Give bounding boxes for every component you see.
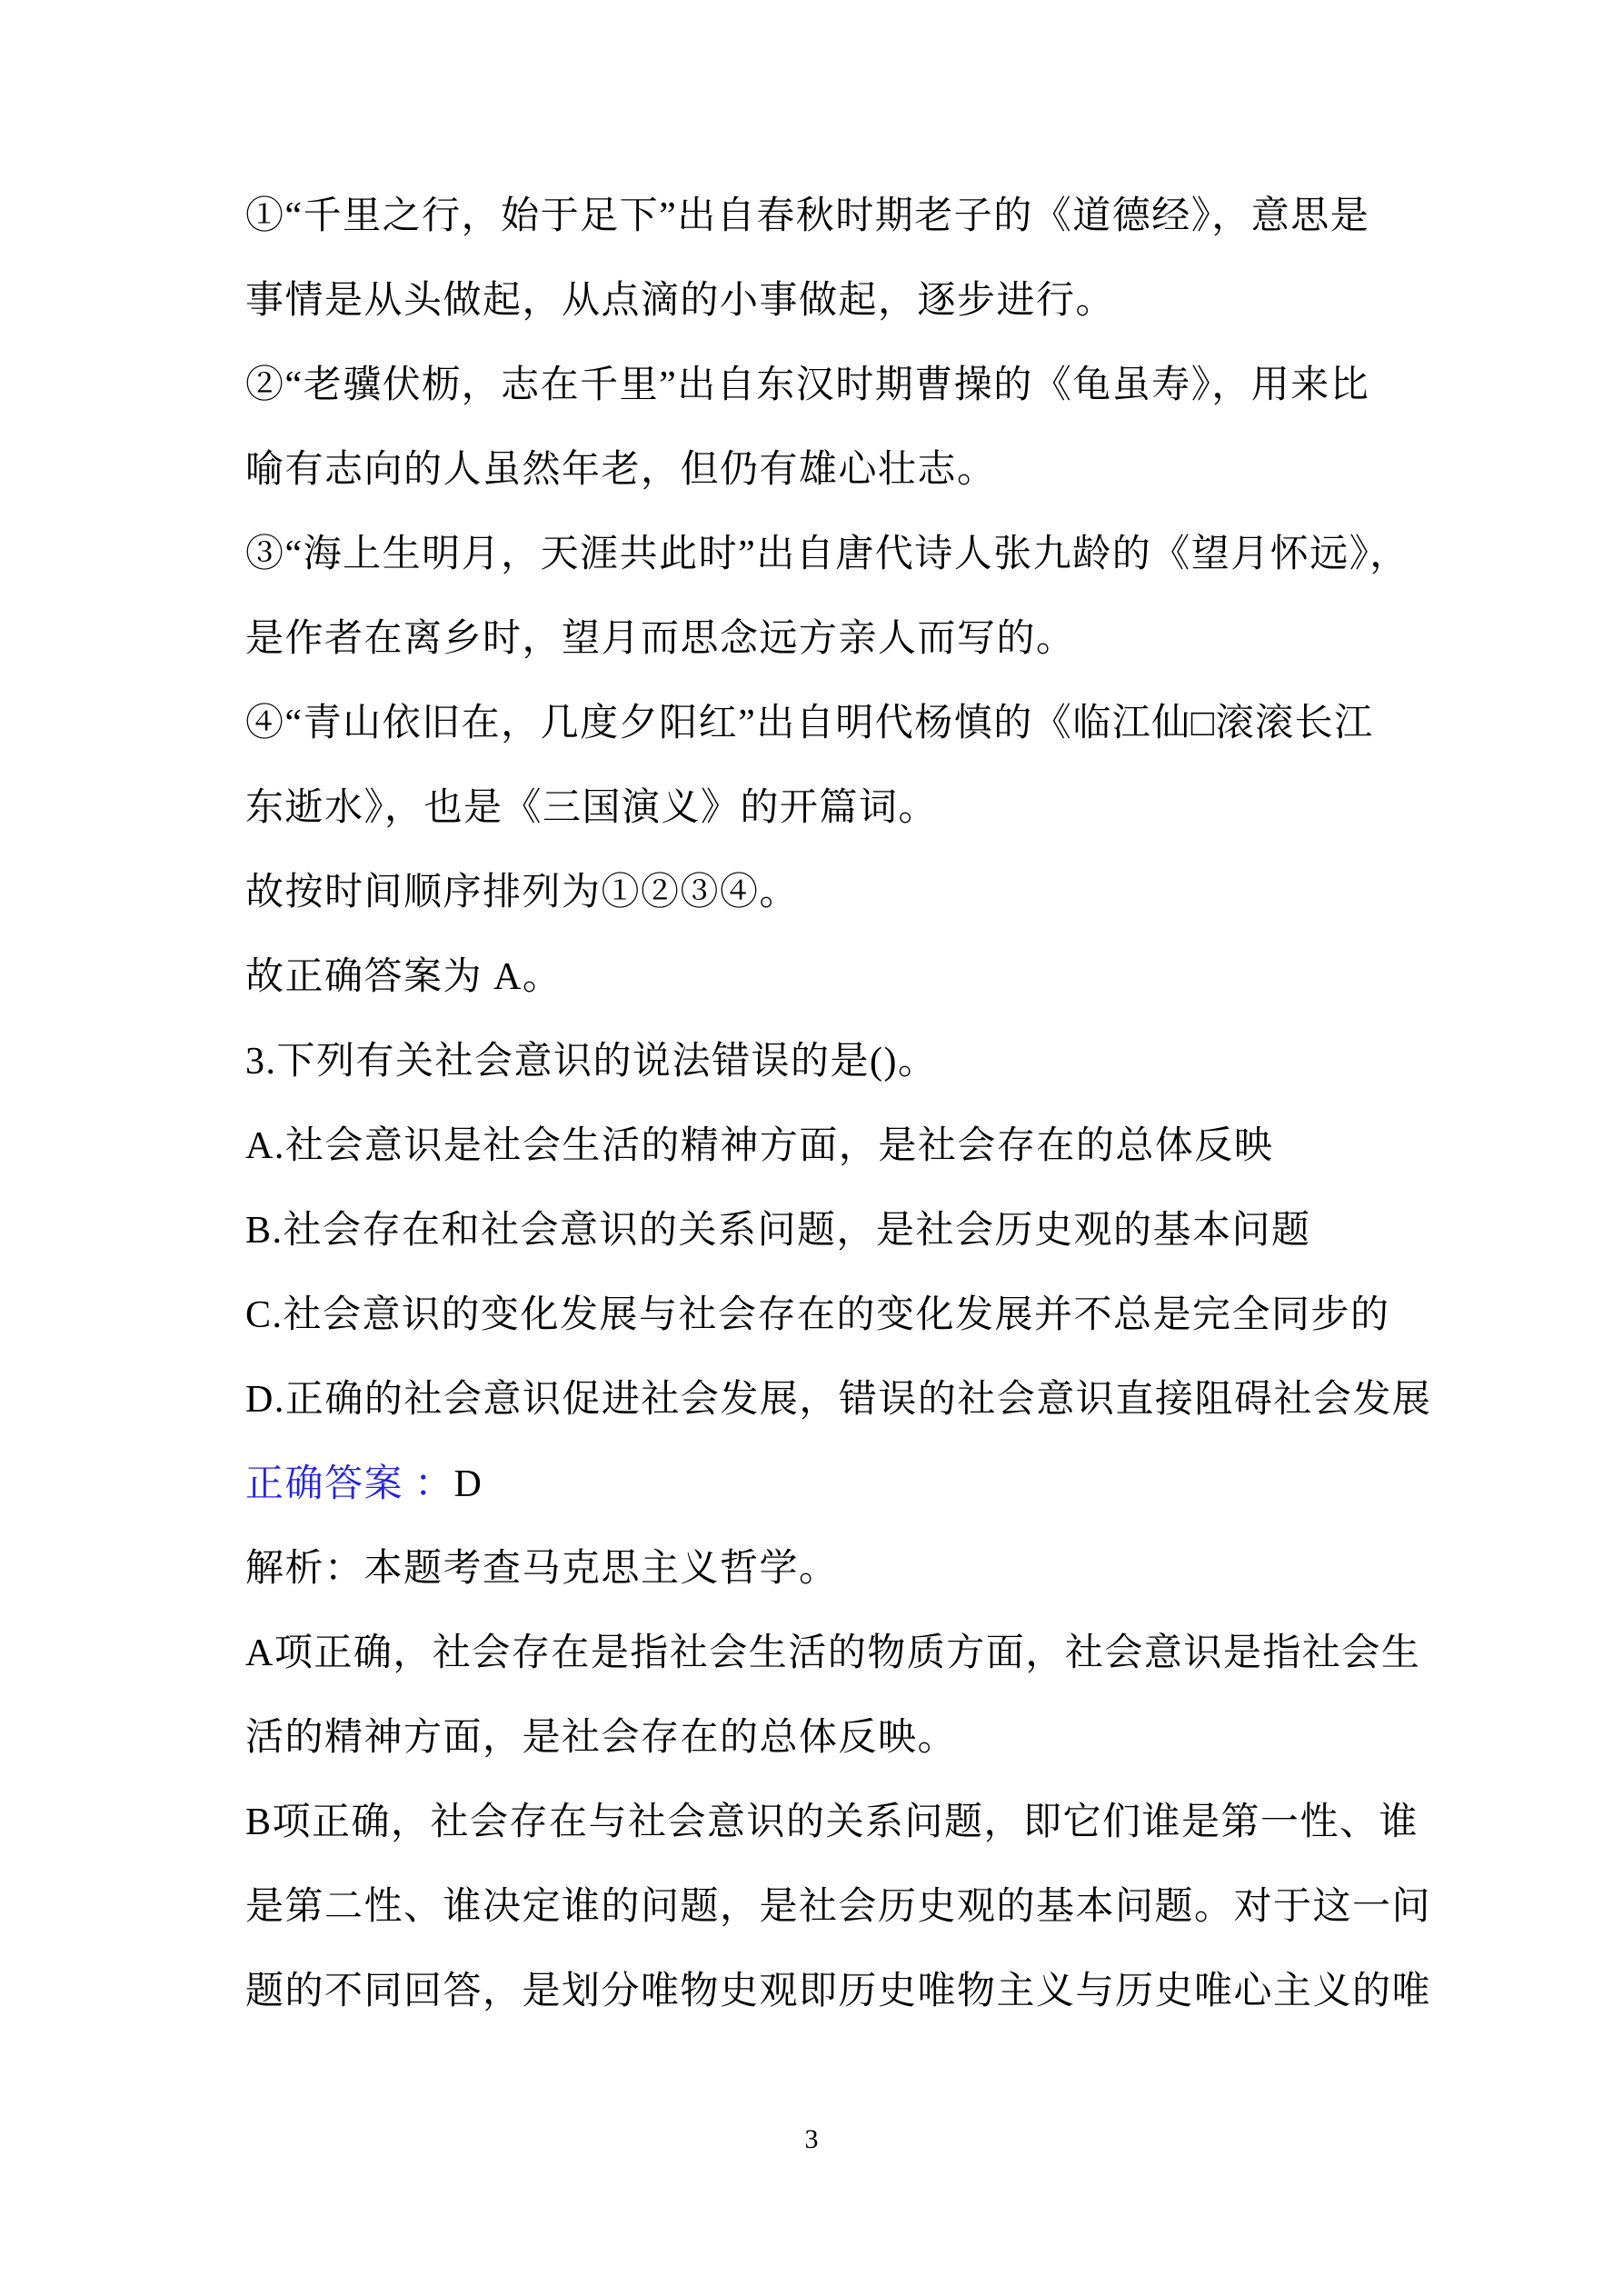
analysis-line-5: 是第二性、谁决定谁的问题，是社会历史观的基本问题。对于这一问 <box>245 1886 1432 1928</box>
answer-colon: ： <box>403 1463 454 1505</box>
q2-order-conclusion: 故按时间顺序排列为①②③④。 <box>245 872 800 913</box>
page-number: 3 <box>804 2124 819 2154</box>
q2-explanation-line-1: ①“千里之行，始于足下”出自春秋时期老子的《道德经》，意思是 <box>245 195 1370 237</box>
q2-explanation-line-7: ④“青山依旧在，几度夕阳红”出自明代杨慎的《临江仙□滚滚长江 <box>245 703 1374 744</box>
q2-answer-conclusion: 故正确答案为 A。 <box>245 956 563 998</box>
question3-stem: 3.下列有关社会意识的说法错误的是()。 <box>245 1041 938 1083</box>
question3-option-c: C.社会意识的变化发展与社会存在的变化发展并不总是完全同步的 <box>245 1294 1390 1336</box>
correct-answer-label: 正确答案 <box>245 1463 404 1505</box>
q2-explanation-line-5: ③“海上生明月，天涯共此时”出自唐代诗人张九龄的《望月怀远》， <box>245 534 1409 575</box>
document-body <box>245 175 1432 2034</box>
analysis-line-6: 题的不同回答，是划分唯物史观即历史唯物主义与历史唯心主义的唯 <box>245 1971 1432 2012</box>
question3-option-a: A.社会意识是社会生活的精神方面，是社会存在的总体反映 <box>245 1125 1274 1167</box>
analysis-option-b-line: B项正确，社会存在与社会意识的关系问题，即它们谁是第一性、谁 <box>245 1802 1419 1843</box>
question3-option-b: B.社会存在和社会意识的关系问题，是社会历史观的基本问题 <box>245 1210 1311 1252</box>
correct-answer-line <box>245 1442 1409 1527</box>
analysis-option-a-line: A项正确，社会存在是指社会生活的物质方面，社会意识是指社会生 <box>245 1632 1421 1674</box>
q2-explanation-line-4: 喻有志向的人虽然年老，但仍有雄心壮志。 <box>245 449 997 491</box>
analysis-intro-line: 解析：本题考查马克思主义哲学。 <box>245 1548 839 1590</box>
q2-explanation-line-8: 东逝水》，也是《三国演义》的开篇词。 <box>245 787 939 829</box>
analysis-line-3: 活的精神方面，是社会存在的总体反映。 <box>245 1717 958 1759</box>
q2-explanation-line-2: 事情是从头做起，从点滴的小事做起，逐步进行。 <box>245 280 1116 322</box>
q2-explanation-line-6: 是作者在离乡时，望月而思念远方亲人而写的。 <box>245 618 1076 660</box>
question3-option-d: D.正确的社会意识促进社会发展，错误的社会意识直接阻碍社会发展 <box>245 1379 1432 1421</box>
correct-answer-value: D <box>453 1463 483 1505</box>
q2-explanation-line-3: ②“老骥伏枥，志在千里”出自东汉时期曹操的《龟虽寿》，用来比 <box>245 364 1370 406</box>
